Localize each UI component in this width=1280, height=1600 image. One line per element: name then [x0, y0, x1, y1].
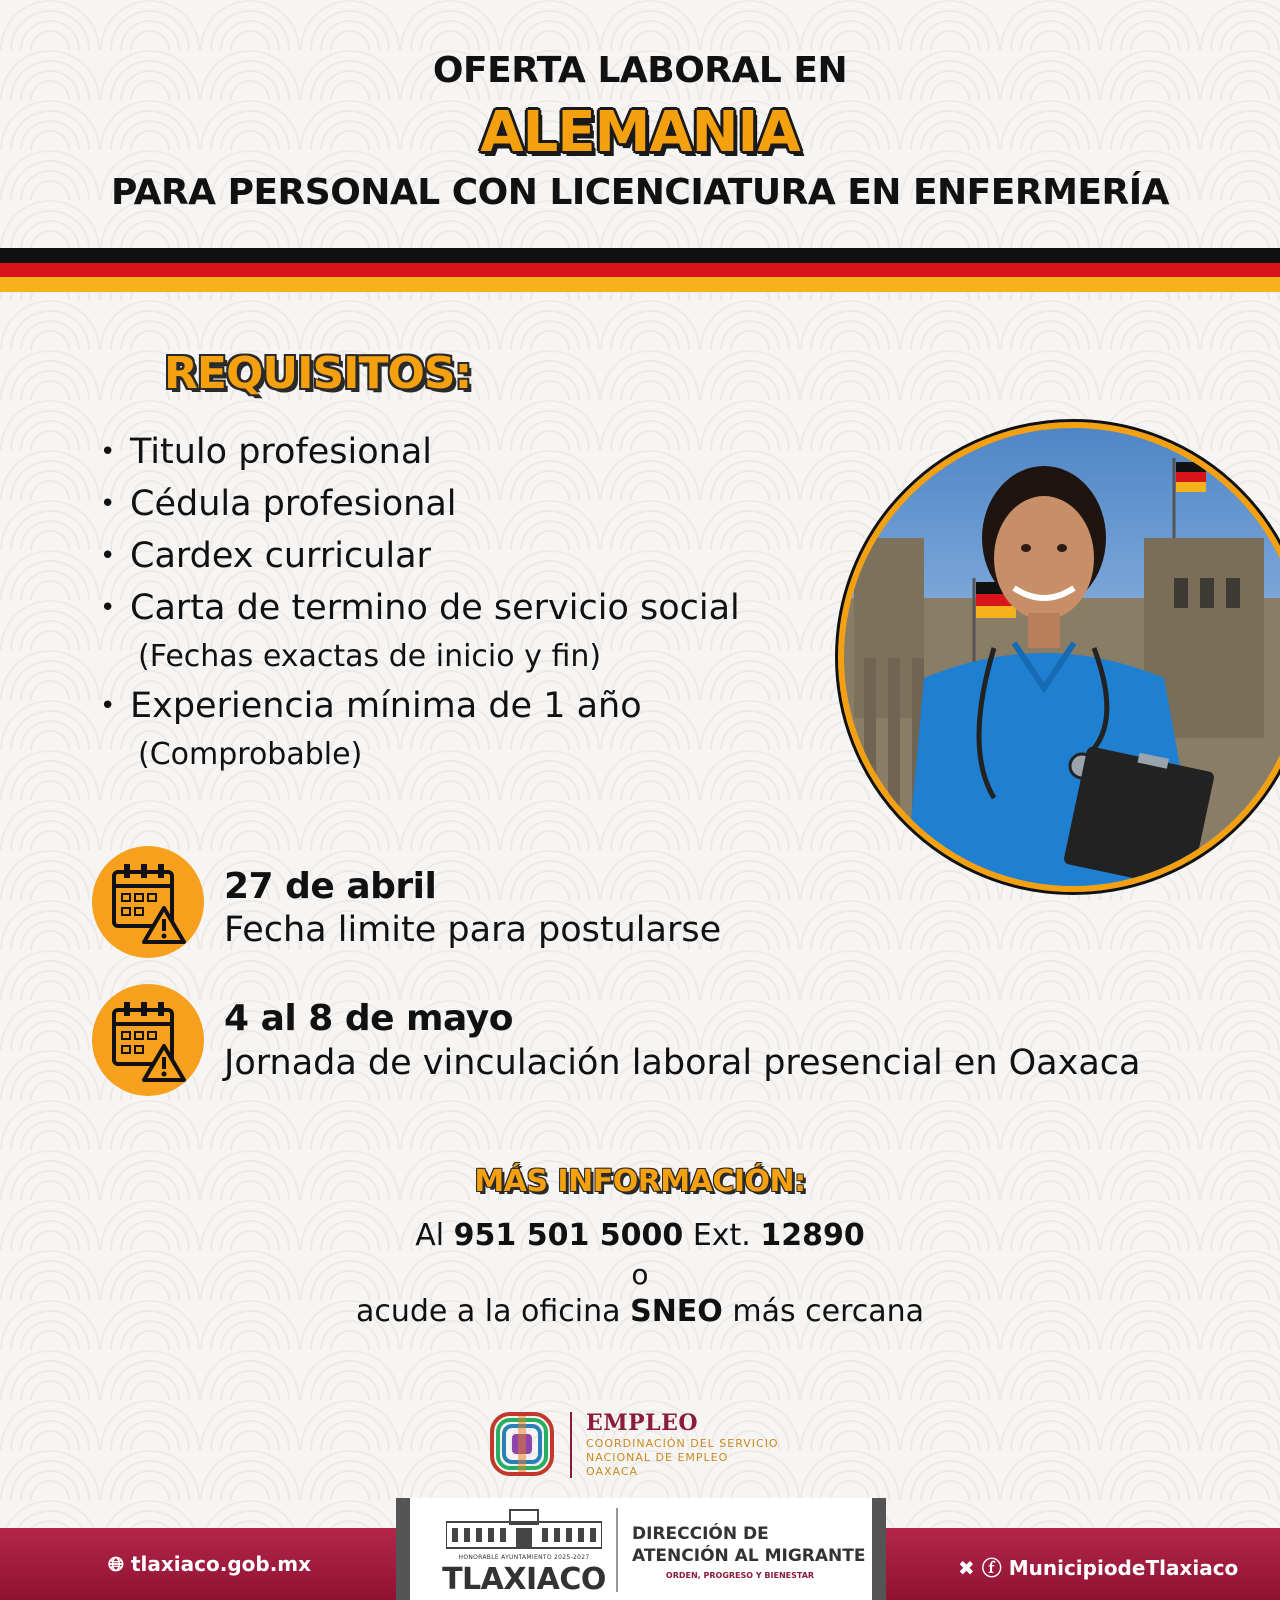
empleo-subtitle: NACIONAL DE EMPLEO [586, 1451, 729, 1464]
info-title: MÁS INFORMACIÓN: [474, 1164, 806, 1199]
globe-icon: 🌐︎ [108, 1552, 124, 1576]
direction-title-line1: DIRECCIÓN DE [632, 1524, 769, 1544]
header-line1: OFERTA LABORAL EN [432, 50, 848, 91]
facebook-icon: ⓕ [981, 1556, 1002, 1580]
empleo-divider [570, 1412, 572, 1478]
town-hall-icon [446, 1508, 602, 1550]
motto: ORDEN, PROGRESO Y BIENESTAR [665, 1571, 815, 1580]
municipality-name: TLAXIACO [442, 1562, 606, 1597]
phone-number: 951 501 5000 [453, 1218, 684, 1253]
requirement-item: • Experiencia mínima de 1 año (Comprobable) [100, 680, 840, 778]
requirement-item: • Cédula profesional [100, 478, 840, 530]
empleo-name: EMPLEO [586, 1410, 699, 1436]
deadline-description: Fecha limite para postularse [224, 910, 722, 950]
info-phone-line: Al 951 501 5000 Ext. 12890 [415, 1218, 865, 1253]
phone-extension: 12890 [760, 1218, 865, 1253]
x-icon: ✖ [958, 1556, 975, 1580]
office-name: SNEO [630, 1294, 723, 1329]
requirement-note: (Fechas exactas de inicio y fin) [138, 639, 602, 674]
requirement-note: (Comprobable) [138, 737, 363, 772]
event-date: 4 al 8 de mayo [224, 998, 513, 1039]
deadline-date: 27 de abril [224, 866, 437, 907]
calendar-warning-icon [92, 846, 204, 958]
requirements-title: REQUISITOS: [164, 348, 472, 399]
social-handle[interactable]: ✖ ⓕ MunicipiodeTlaxiaco [958, 1556, 1239, 1580]
header-country: ALEMANIA [480, 100, 800, 165]
empleo-emblem-icon [488, 1410, 556, 1478]
empleo-subtitle: COORDINACIÓN DEL SERVICIO [586, 1437, 779, 1450]
card-divider [616, 1508, 618, 1592]
requirement-item: • Titulo profesional [100, 426, 840, 478]
german-flag-stripe [0, 248, 1280, 292]
empleo-subtitle: OAXACA [586, 1465, 639, 1478]
requirement-item: • Cardex curricular [100, 530, 840, 582]
calendar-warning-icon [92, 984, 204, 1096]
direction-title-line2: ATENCIÓN AL MIGRANTE [632, 1546, 866, 1566]
website-link[interactable]: 🌐︎ tlaxiaco.gob.mx [108, 1552, 312, 1576]
municipality-subtitle: HONORABLE AYUNTAMIENTO 2025-2027 [458, 1554, 590, 1561]
header-line2: PARA PERSONAL CON LICENCIATURA EN ENFERMERÍA [111, 172, 1169, 213]
info-or: o [631, 1258, 649, 1291]
requirements-list [100, 426, 840, 778]
event-description: Jornada de vinculación laboral presencial en Oaxaca [224, 1043, 1141, 1083]
nurse-photo [838, 422, 1280, 892]
requirement-item: • Carta de termino de servicio social (Fechas exactas de inicio y fin) [100, 582, 840, 680]
info-office-line: acude a la oficina SNEO más cercana [355, 1294, 925, 1329]
